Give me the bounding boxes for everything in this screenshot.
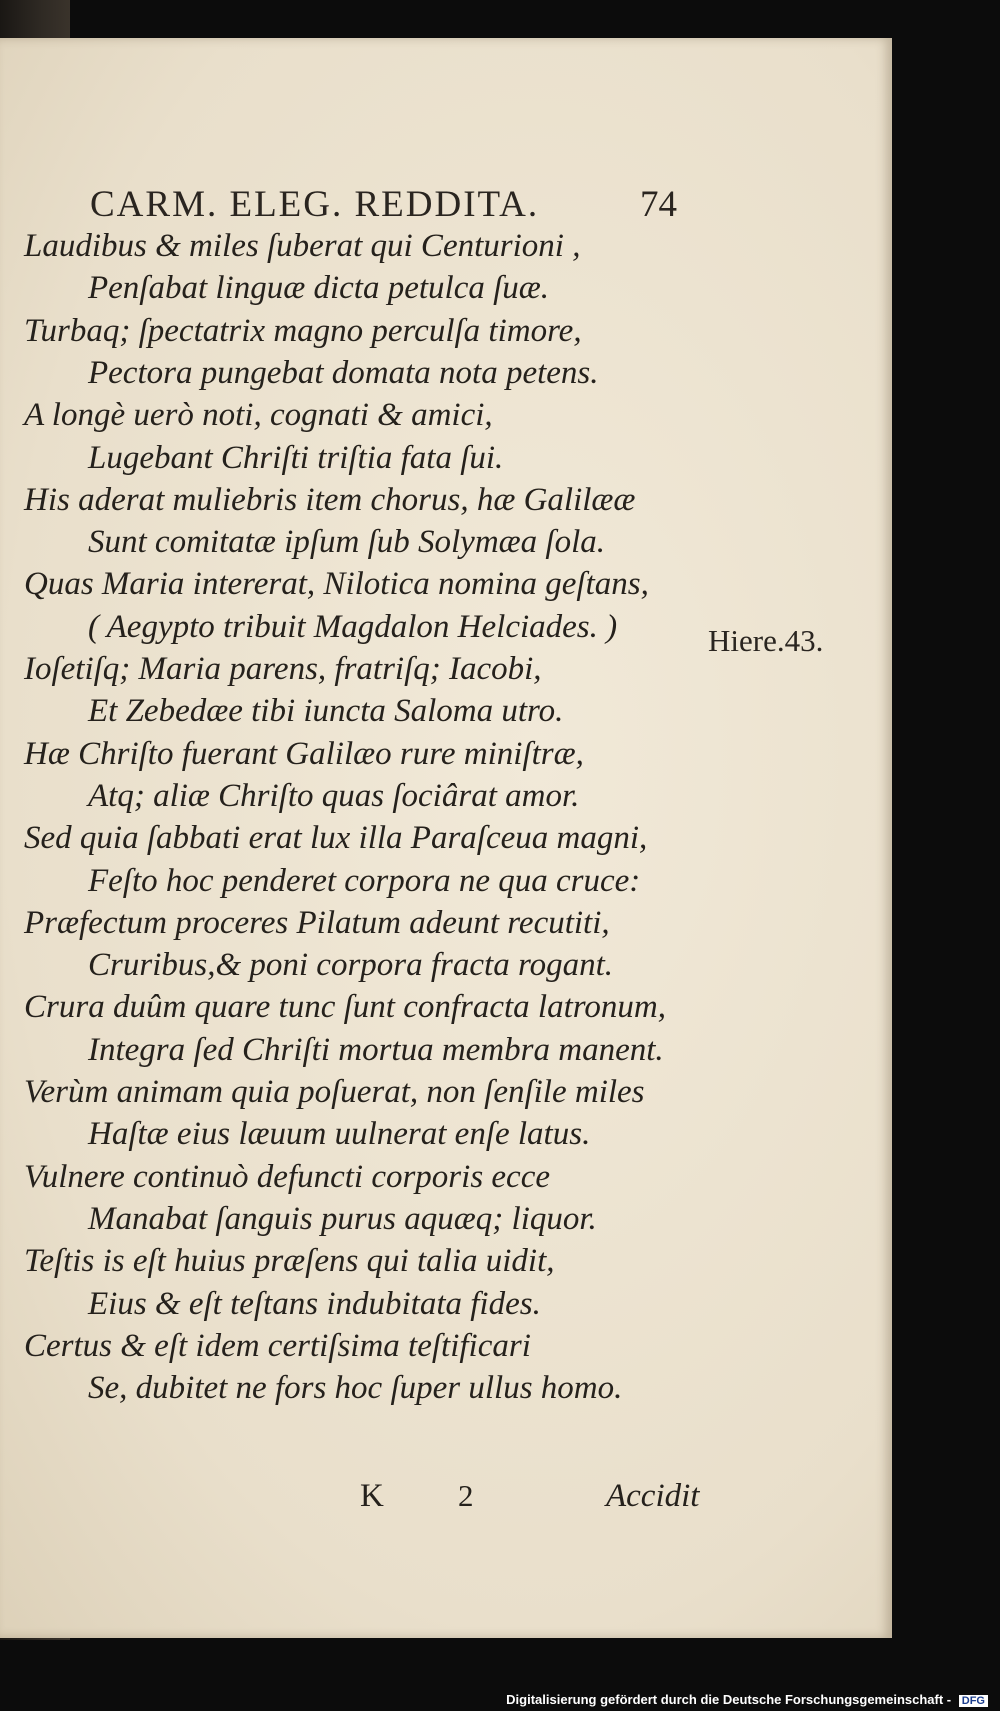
verse-line: Atq; aliæ Chriſto quas ſociârat amor.	[88, 777, 580, 814]
running-header: CARM. ELEG. REDDITA.	[90, 184, 540, 225]
verse-line: Laudibus & miles ſuberat qui Centurioni ,	[24, 228, 581, 264]
verse-line: Turbaq; ſpectatrix magno perculſa timore,	[24, 312, 582, 349]
verse-line: Integra ſed Chriſti mortua membra manent.	[88, 1031, 664, 1068]
dfg-logo: DFG	[959, 1695, 988, 1707]
book-page	[0, 38, 892, 1638]
verse-line: Eius & eſt teſtans indubitata fides.	[88, 1285, 541, 1322]
verse-line: Lugebant Chriſti triſtia fata ſui.	[88, 439, 504, 476]
verse-line: Pectora pungebat domata nota petens.	[88, 354, 599, 391]
verse-line: Et Zebedæe tibi iuncta Saloma utro.	[88, 693, 564, 730]
verse-line: Certus & eſt idem certiſsima teſtificari	[24, 1327, 531, 1364]
verse-line: Cruribus,& poni corpora fracta rogant.	[88, 947, 613, 984]
verse-line: Verùm animam quia poſuerat, non ſenſile miles	[24, 1074, 645, 1110]
credit-text: Digitalisierung gefördert durch die Deutsche Forschungsgemeinschaft -	[506, 1692, 952, 1707]
digitization-credit	[506, 1692, 988, 1707]
signature-number: 2	[458, 1478, 474, 1513]
signature-mark: K	[360, 1478, 384, 1514]
verse-line: Præfectum proceres Pilatum adeunt recutiti,	[24, 904, 610, 941]
verse-line: Penſabat linguæ dicta petulca ſuæ.	[88, 270, 550, 307]
verse-line: A longè uerò noti, cognati & amici,	[24, 397, 493, 434]
verse-line: ( Aegypto tribuit Magdalon Helciades. )	[88, 608, 618, 645]
verse-line: Hæ Chriſto fuerant Galilæo rure miniſtræ,	[24, 735, 584, 772]
verse-line: Crura duûm quare tunc ſunt confracta latronum,	[24, 989, 666, 1026]
verse-line: Quas Maria intererat, Nilotica nomina geſtans,	[24, 566, 649, 603]
verse-line: Haſtæ eius læuum uulnerat enſe latus.	[88, 1116, 591, 1153]
verse-line: His aderat muliebris item chorus, hæ Galilææ	[24, 481, 636, 518]
verse-line: Se, dubitet ne fors hoc ſuper ullus homo.	[88, 1370, 623, 1407]
verse-line: Sunt comitatæ ipſum ſub Solymæa ſola.	[88, 524, 605, 561]
verse-line: Ioſetiſq; Maria parens, fratriſq; Iacobi,	[24, 651, 542, 687]
catchword: Accidit	[606, 1478, 700, 1514]
verse-line: Teſtis is eſt huius præſens qui talia uidit,	[24, 1243, 555, 1280]
verse-line: Vulnere continuò defuncti corporis ecce	[24, 1158, 551, 1195]
verse-line: Manabat ſanguis purus aquæq; liquor.	[88, 1200, 597, 1237]
verse-line: Feſto hoc penderet corpora ne qua cruce:	[88, 862, 641, 899]
verse-line: Sed quia ſabbati erat lux illa Paraſceua magni,	[24, 820, 648, 857]
page-number: 74	[640, 184, 677, 225]
margin-note: Hiere.43.	[708, 623, 824, 658]
